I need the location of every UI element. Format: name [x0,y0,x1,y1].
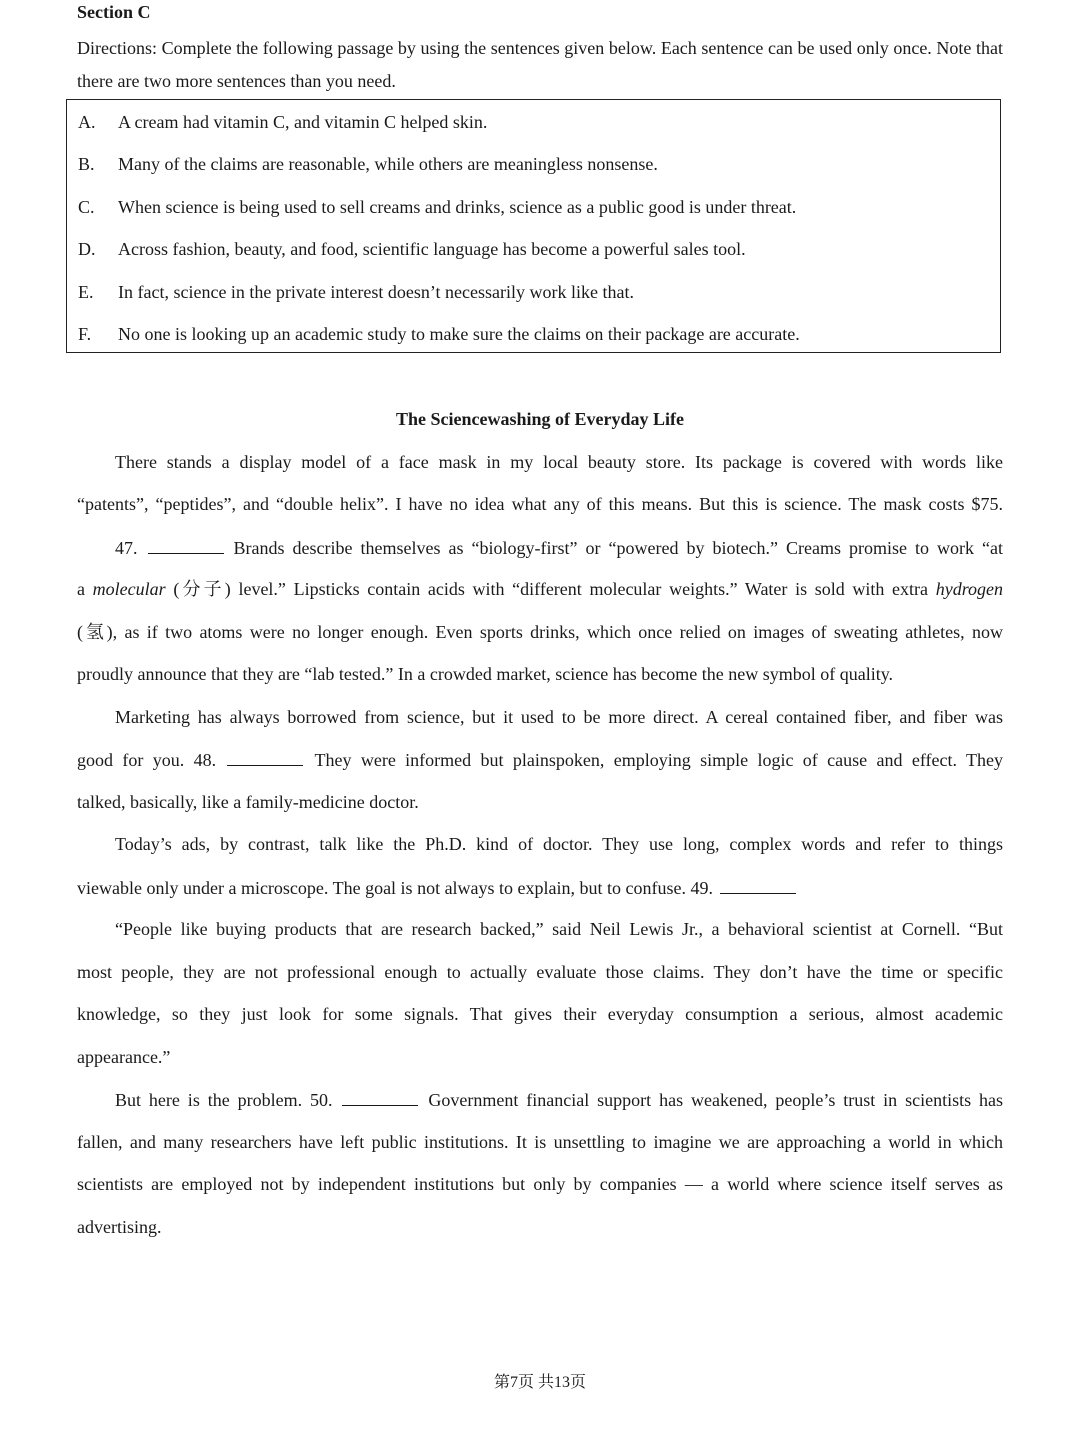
option-letter: C. [78,197,95,217]
paragraph-4-text: viewable only under a microscope. The goal is not always to explain, but to confuse. 49. [77,878,714,898]
option-e [78,280,634,304]
option-text: Many of the claims are reasonable, while others are meaningless nonsense. [118,154,658,174]
option-text: Across fashion, beauty, and food, scientific language has become a powerful sales tool. [118,239,746,259]
paragraph-3-line [77,747,1003,772]
section-title: Section C [77,2,151,22]
option-f [78,322,800,346]
blank-47[interactable] [148,535,224,554]
option-text: In fact, science in the private interest doesn’t necessarily work like that. [118,282,634,302]
page-footer: 第7页 共13页 [493,1374,586,1391]
option-d [78,237,746,261]
directions-text: Directions: Complete the following passage by using the sentences given below. Each sentence can be used only once. Note that there are two more sentences than you need. [77,38,1003,91]
paragraph-1-line: “patents”, “peptides”, and “double helix”. I have no idea what any of this means. But this is science. The mask costs $75. [77,494,1003,514]
italic-term: hydrogen [935,579,1004,599]
paragraph-5-line: appearance.” [77,1047,171,1067]
option-letter: D. [78,239,96,259]
option-text: When science is being used to sell creams and drinks, science as a public good is under threat. [118,197,797,217]
option-letter: B. [78,154,95,174]
paragraph-2-line: (氢), as if two atoms were no longer enough. Even sports drinks, which once relied on images of sweating athletes, now [77,622,1003,642]
paragraph-2-text: Brands describe themselves as “biology-first” or “powered by biotech.” Creams promise to work “at [233,538,1004,558]
paragraph-5-line: most people, they are not professional enough to actually evaluate those claims. They don’t have the time or specific [77,962,1003,982]
paragraph-6-line: fallen, and many researchers have left public institutions. It is unsettling to imagine we are approaching a world in which [77,1132,1003,1152]
paragraph-2-line: proudly announce that they are “lab tested.” In a crowded market, science has become the new symbol of quality. [77,664,894,684]
option-b [78,152,658,176]
option-c [78,195,796,219]
paragraph-4-line [77,875,1003,900]
paragraph-6-line: scientists are employed not by independent institutions but only by companies — a world where science itself serves as [77,1174,1003,1194]
paragraph-2-line [115,535,1003,560]
paragraph-4-line: Today’s ads, by contrast, talk like the Ph.D. kind of doctor. They use long, complex words and refer to things [115,834,1003,854]
paragraph-5-line: knowledge, so they just look for some signals. That gives their everyday consumption a serious, almost academic [77,1004,1003,1024]
paragraph-6-text: But here is the problem. 50. [115,1090,333,1110]
paragraph-2-line [77,577,1003,601]
blank-50[interactable] [342,1087,418,1106]
paragraph-6-line [115,1087,1003,1112]
paragraph-6-text: Government financial support has weakened, people’s trust in scientists has [428,1090,1004,1110]
italic-term: molecular [92,579,166,599]
blank-48[interactable] [227,747,303,766]
paragraph-3-line: Marketing has always borrowed from science, but it used to be more direct. A cereal contained fiber, and fiber was [115,707,1003,727]
paragraph-1-line: There stands a display model of a face mask in my local beauty store. Its package is covered with words like [115,452,1003,472]
option-letter: A. [78,112,96,132]
passage-title: The Sciencewashing of Everyday Life [396,409,684,429]
paragraph-3-line: talked, basically, like a family-medicine doctor. [77,792,419,812]
option-text: No one is looking up an academic study to make sure the claims on their package are accurate. [118,324,800,344]
paragraph-3-text: good for you. 48. [77,750,217,770]
paragraph-3-text: They were informed but plainspoken, employing simple logic of cause and effect. They [314,750,1003,770]
option-a [78,110,487,134]
question-number-47: 47. [115,538,138,558]
option-letter: F. [78,324,92,344]
paragraph-5-line: “People like buying products that are research backed,” said Neil Lewis Jr., a behavioral scientist at Cornell. “But [115,919,1003,939]
option-text: A cream had vitamin C, and vitamin C helped skin. [118,112,488,132]
paragraph-6-line: advertising. [77,1217,162,1237]
paragraph-2-text: a [77,579,85,599]
option-letter: E. [78,282,94,302]
options-box [66,99,1001,353]
blank-49[interactable] [720,875,796,894]
paragraph-2-text: (分子) level.” Lipsticks contain acids with “different molecular weights.” Water is sold with extra [173,579,929,599]
